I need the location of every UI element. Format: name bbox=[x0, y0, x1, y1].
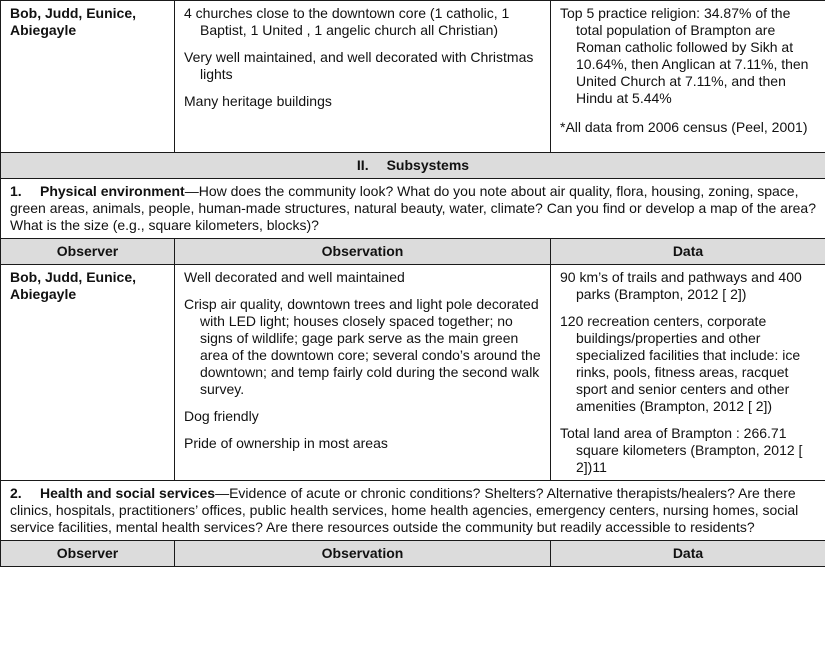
question-row bbox=[1, 179, 825, 239]
observation-text: Pride of ownership in most areas bbox=[184, 435, 388, 451]
data-text: Top 5 practice religion: 34.87% of the total population of Brampton are Roman catholic followed by Sikh at 10.64%, then Anglican at 7.11%, then United Church at 7.11%, and then Hindu at 5.44% bbox=[560, 5, 809, 106]
observation-cell bbox=[175, 1, 551, 153]
column-header-row bbox=[1, 239, 825, 265]
question-title: Physical environment bbox=[40, 183, 185, 199]
observation-text: 4 churches close to the downtown core (1 catholic, 1 Baptist, 1 United , 1 angelic church all Christian) bbox=[184, 5, 510, 38]
observation-cell bbox=[175, 265, 551, 481]
observer-names: Bob, Judd, Eunice, Abiegayle bbox=[10, 5, 137, 38]
question-title: Health and social services bbox=[40, 485, 216, 501]
column-header-observer: Observer bbox=[1, 239, 175, 265]
question-number: 2. bbox=[10, 485, 22, 501]
column-header-row bbox=[1, 541, 825, 567]
question-number: 1. bbox=[10, 183, 22, 199]
column-header-observer: Observer bbox=[1, 541, 175, 567]
observation-text: Well decorated and well maintained bbox=[184, 269, 405, 285]
question-row bbox=[1, 481, 825, 541]
column-header-observation: Observation bbox=[175, 239, 551, 265]
column-header-data: Data bbox=[551, 239, 825, 265]
data-text: 90 km’s of trails and pathways and 400 parks (Brampton, 2012 [ 2]) bbox=[560, 269, 802, 302]
data-cell bbox=[551, 1, 825, 153]
observation-text: Many heritage buildings bbox=[184, 93, 332, 109]
column-header-observation: Observation bbox=[175, 541, 551, 567]
question-text: —How does the community look? What do you note about air quality, flora, housing, zoning, space, green areas, animals, people, human-made structures, natural beauty, water, climate? Can you find or develop a map of the area? What is the size (e.g., square kilometers, blocks)? bbox=[10, 183, 816, 233]
table-row bbox=[1, 1, 825, 153]
question-text: —Evidence of acute or chronic conditions? Shelters? Alternative therapists/healers? Are there clinics, hospitals, practitioners’ offices, public health services, home health agencies, emergency centers, nursing homes, social service facilities, mental health services? Are there resources outside the community but readily accessible to residents? bbox=[10, 485, 799, 535]
data-text: *All data from 2006 census (Peel, 2001) bbox=[560, 119, 808, 135]
section-header bbox=[1, 153, 825, 179]
section-title: Subsystems bbox=[386, 157, 470, 173]
observer-cell bbox=[1, 1, 175, 153]
data-cell bbox=[551, 265, 825, 481]
observer-cell bbox=[1, 265, 175, 481]
table-row bbox=[1, 265, 825, 481]
observation-text: Very well maintained, and well decorated with Christmas lights bbox=[184, 49, 534, 82]
observation-text: Dog friendly bbox=[184, 408, 259, 424]
section-number: II. bbox=[356, 157, 369, 173]
observation-text: Crisp air quality, downtown trees and light pole decorated with LED light; houses closely spaced together; no signs of wildlife; gage park serve as the main green area of the downtown core; several condo’s around the downtown; and temp fairly cold during the second walk survey. bbox=[184, 296, 541, 397]
data-text: 120 recreation centers, corporate buildings/properties and other specialized facilities that include: ice rinks, pools, fitness areas, racquet sport and senior centers and other amenities (Brampton, 2012 [ 2]) bbox=[560, 313, 801, 414]
observer-names: Bob, Judd, Eunice, Abiegayle bbox=[10, 269, 137, 302]
data-text: Total land area of Brampton : 266.71 square kilometers (Brampton, 2012 [ 2])11 bbox=[560, 425, 803, 475]
column-header-data: Data bbox=[551, 541, 825, 567]
